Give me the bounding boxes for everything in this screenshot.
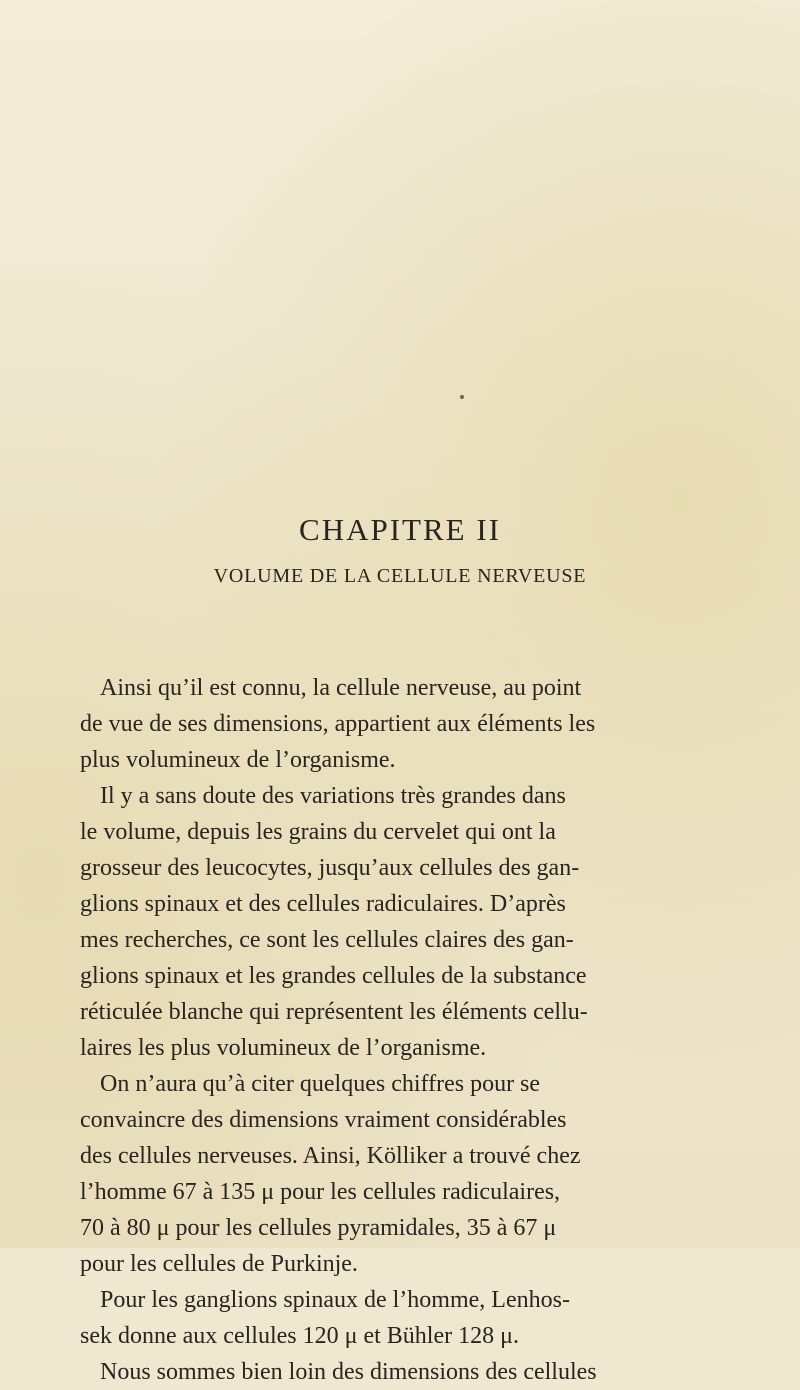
text-line: réticulée blanche qui représentent les éléments cellu- [80, 999, 588, 1025]
text-line: On n’aura qu’à citer quelques chiffres pour se [100, 1071, 541, 1097]
text-line: pour les cellules de Purkinje. [80, 1251, 358, 1277]
text-line: sek donne aux cellules 120 μ et Bühler 128 μ. [80, 1323, 519, 1349]
text-line: de vue de ses dimensions, appartient aux éléments les [80, 711, 596, 737]
text-line: 70 à 80 μ pour les cellules pyramidales, 35 à 67 μ [80, 1215, 557, 1241]
text-line: glions spinaux et les grandes cellules de la substance [80, 963, 587, 989]
text-line: des cellules nerveuses. Ainsi, Kölliker a trouvé chez [80, 1143, 581, 1169]
text-line: grosseur des leucocytes, jusqu’aux cellules des gan- [80, 855, 580, 881]
text-line: laires les plus volumineux de l’organisme. [80, 1035, 487, 1061]
text-line: plus volumineux de l’organisme. [80, 747, 396, 773]
text-line: Nous sommes bien loin des dimensions des cellules [100, 1359, 597, 1385]
chapter-subtitle: VOLUME DE LA CELLULE NERVEUSE [213, 565, 587, 587]
chapter-title: CHAPITRE II [299, 512, 501, 547]
body-text [80, 670, 780, 1390]
text-line: Il y a sans doute des variations très grandes dans [100, 783, 566, 809]
text-line: glions spinaux et des cellules radiculaires. D’après [80, 891, 566, 917]
text-line: l’homme 67 à 135 μ pour les cellules radiculaires, [80, 1179, 561, 1205]
text-line: Ainsi qu’il est connu, la cellule nerveuse, au point [100, 675, 582, 701]
text-line: Pour les ganglions spinaux de l’homme, Lenhos- [100, 1287, 570, 1313]
text-line: mes recherches, ce sont les cellules claires des gan- [80, 927, 574, 953]
text-line: le volume, depuis les grains du cervelet qui ont la [80, 819, 556, 845]
ink-speck [460, 395, 464, 399]
text-line: convaincre des dimensions vraiment considérables [80, 1107, 567, 1133]
